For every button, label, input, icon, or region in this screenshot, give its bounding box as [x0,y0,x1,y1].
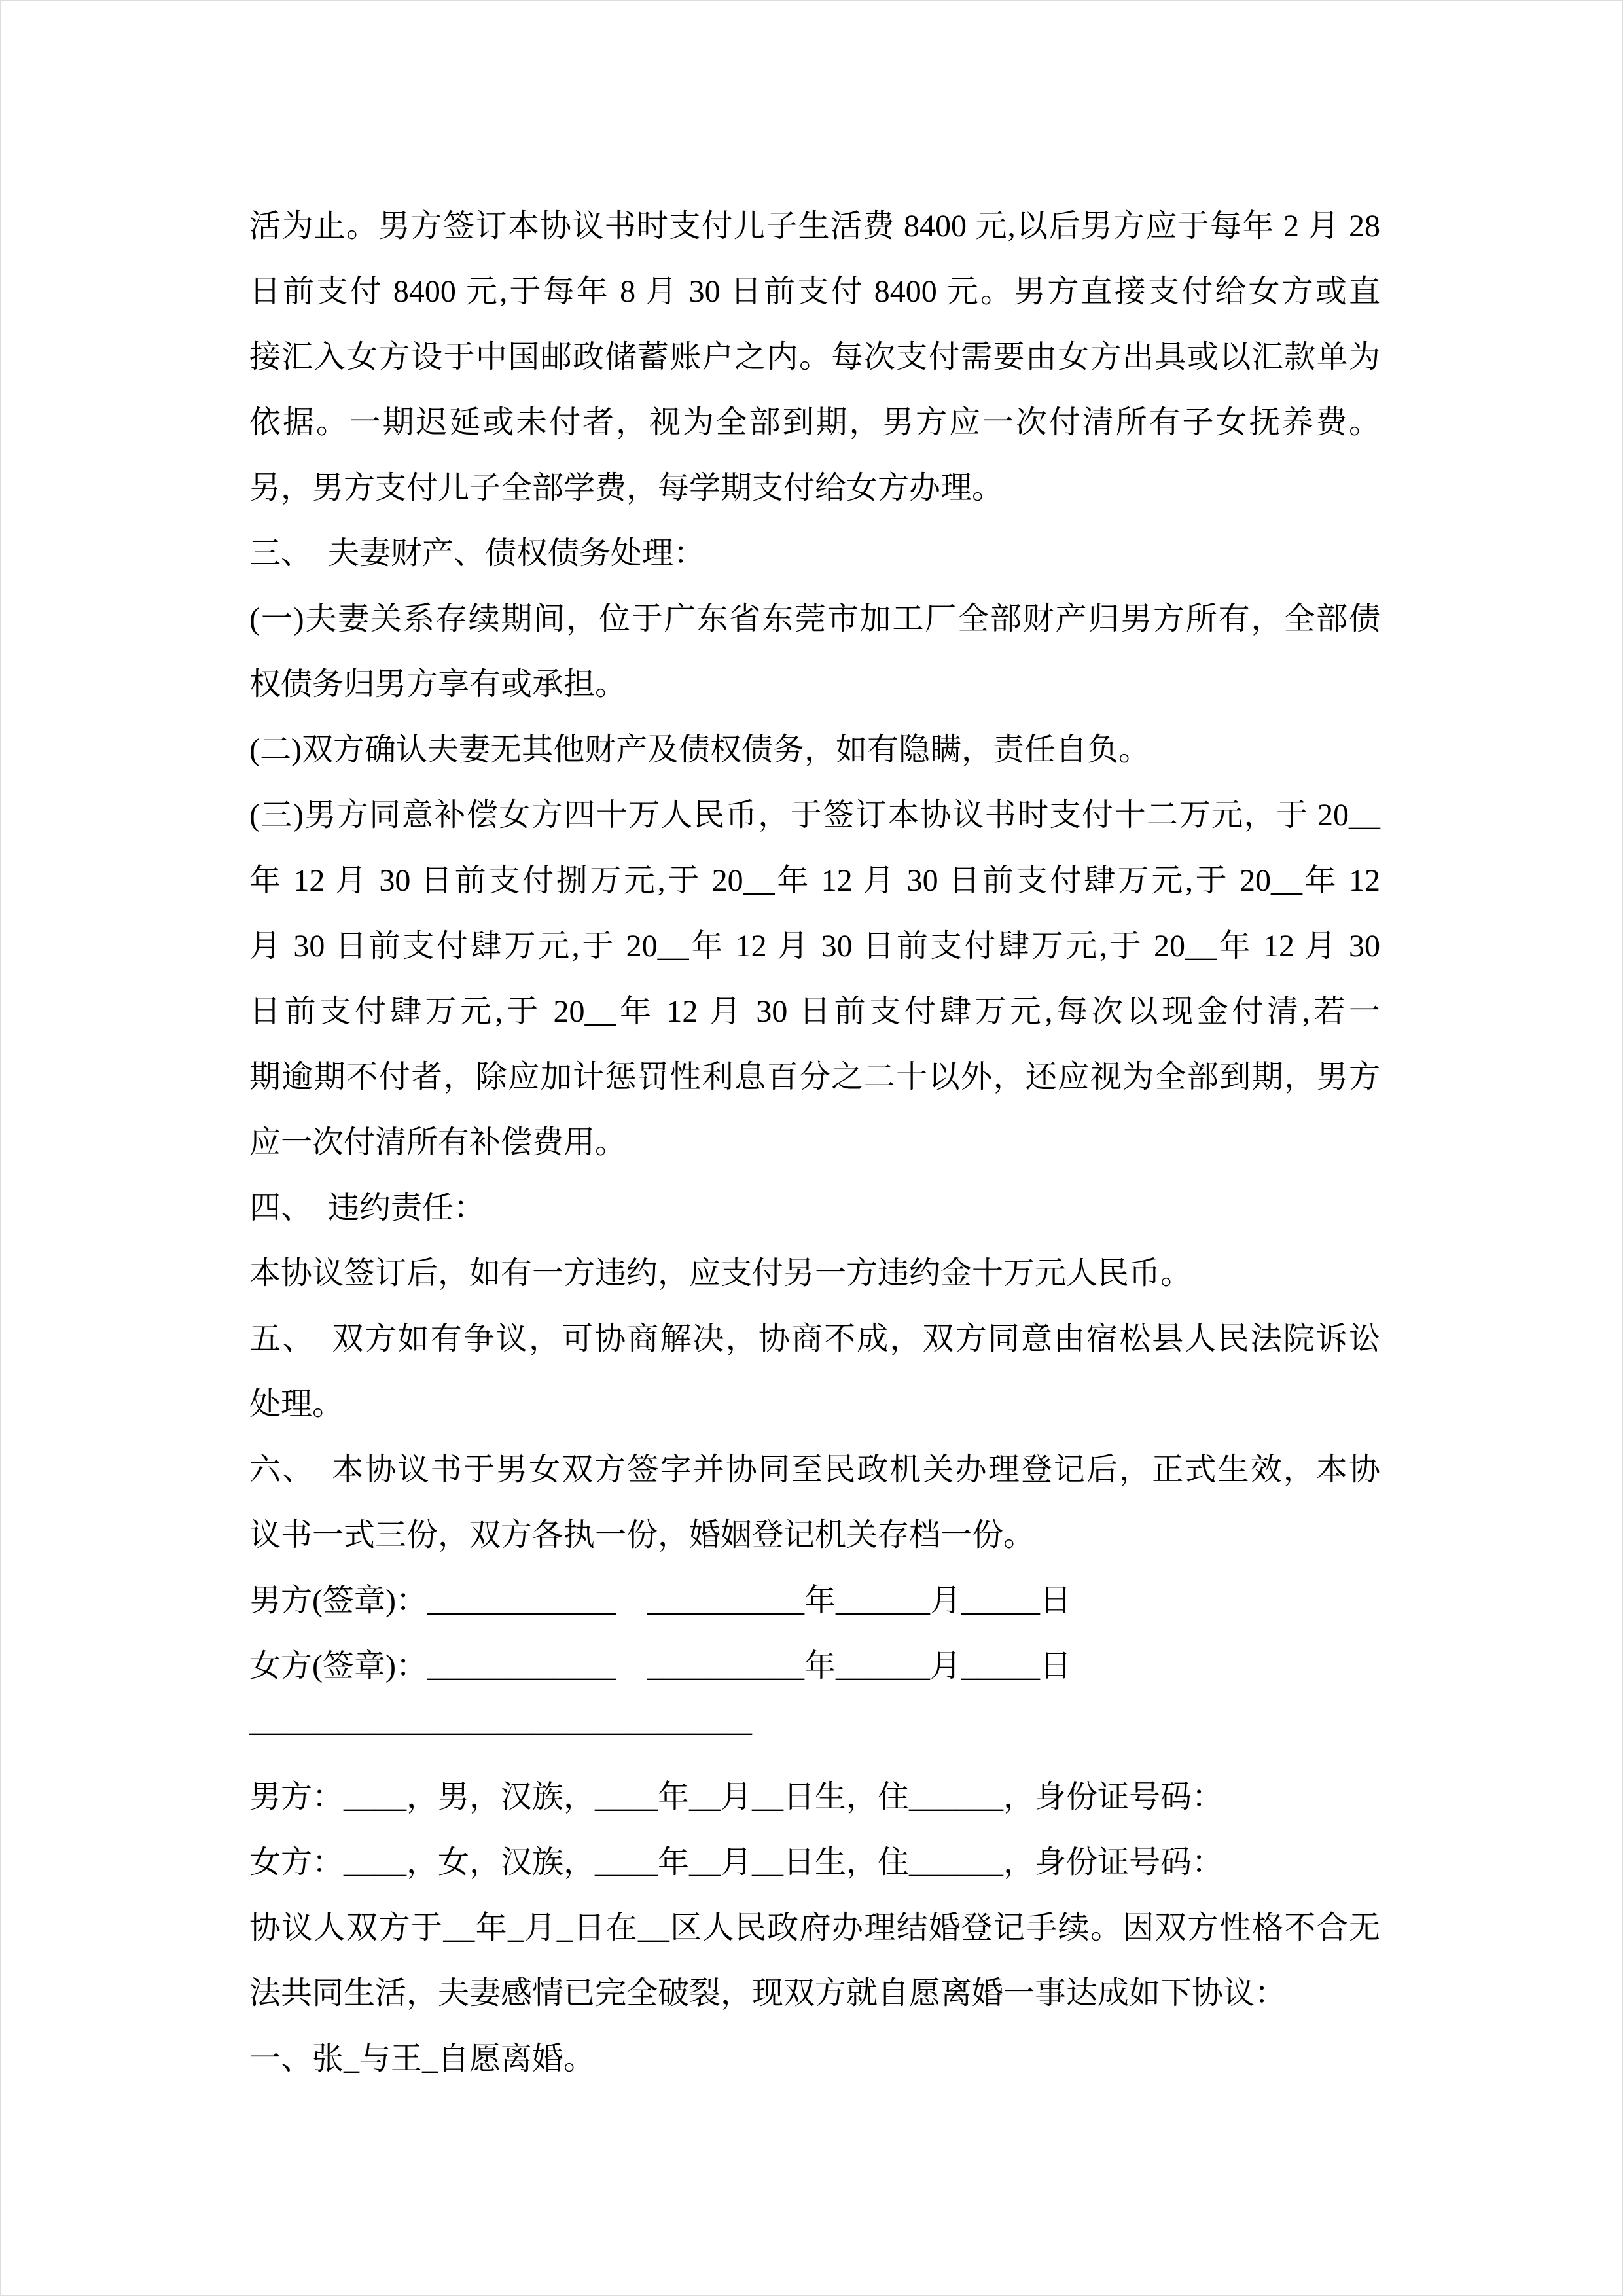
document-line: 期逾期不付者，除应加计惩罚性利息百分之二十以外，还应视为全部到期，男方 [249,1060,1380,1094]
document-line: 应一次付清所有补偿费用。 [249,1125,627,1160]
document-line: 本协议签订后，如有一方违约，应支付另一方违约金十万元人民币。 [249,1256,1192,1291]
document-line: 月 30 日前支付肆万元,于 20__年 12 月 30 日前支付肆万元,于 20__年 12 月 30 [249,929,1380,963]
document-line: 议书一式三份，双方各执一份，婚姻登记机关存档一份。 [249,1518,1035,1552]
document-line: 六、 本协议书于男女双方签字并协同至民政机关办理登记后，正式生效，本协 [249,1452,1380,1487]
signature-line-male: 男方(签章)：____________ __________年______月_____日 [249,1583,1071,1618]
document-line: 日前支付肆万元,于 20__年 12 月 30 日前支付肆万元,每次以现金付清,若一 [249,994,1380,1029]
section-heading-property: 三、 夫妻财产、债权债务处理： [249,536,705,571]
document-line: 法共同生活，夫妻感情已完全破裂，现双方就自愿离婚一事达成如下协议： [249,1976,1287,2011]
document-line: 依据。一期迟延或未付者，视为全部到期，男方应一次付清所有子女抚养费。 [249,405,1380,440]
document-line: 年 12 月 30 日前支付捌万元,于 20__年 12 月 30 日前支付肆万元,于 20__年 12 [249,863,1380,898]
document-line: (二)双方确认夫妻无其他财产及债权债务，如有隐瞒，责任自负。 [249,732,1150,767]
document-line: 活为止。男方签订本协议书时支付儿子生活费 8400 元,以后男方应于每年 2 月 28 [249,209,1380,243]
document-line: 处理。 [249,1387,344,1422]
party-info-male: 男方：____，男，汉族，____年__月__日生，住______，身份证号码： [249,1780,1224,1814]
document-line: 协议人双方于__年_月_日在__区人民政府办理结婚登记手续。因双方性格不合无 [249,1910,1380,1945]
separator-dashes: ———————————————— [249,1714,752,1749]
document-line: 五、 双方如有争议，可协商解决，协商不成，双方同意由宿松县人民法院诉讼 [249,1321,1380,1356]
document-line: 接汇入女方设于中国邮政储蓄账户之内。每次支付需要由女方出具或以汇款单为 [249,340,1380,374]
document-line: 权债务归男方享有或承担。 [249,667,627,702]
signature-line-female: 女方(签章)：____________ __________年______月_____日 [249,1649,1071,1683]
document-line: 一、张_与王_自愿离婚。 [249,2041,596,2076]
document-line: (一)夫妻关系存续期间，位于广东省东莞市加工厂全部财产归男方所有，全部债 [249,601,1380,636]
section-heading-breach: 四、 违约责任： [249,1191,486,1225]
document-line: 日前支付 8400 元,于每年 8 月 30 日前支付 8400 元。男方直接支付给女方或直 [249,274,1380,309]
party-info-female: 女方：____，女，汉族，____年__月__日生，住______，身份证号码： [249,1845,1224,1880]
document-line: 另，男方支付儿子全部学费，每学期支付给女方办理。 [249,471,1004,505]
document-line: (三)男方同意补偿女方四十万人民币，于签订本协议书时支付十二万元，于 20__ [249,798,1380,833]
